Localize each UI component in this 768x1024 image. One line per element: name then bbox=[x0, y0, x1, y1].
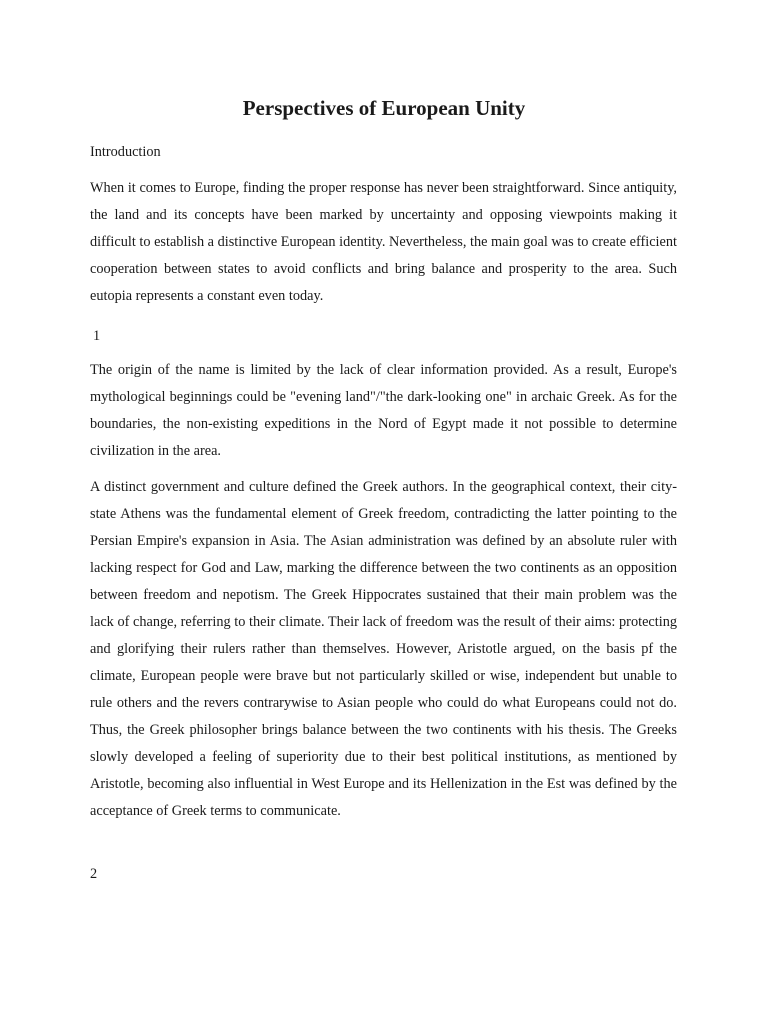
section-number-2: 2 bbox=[90, 866, 98, 882]
paragraph-name-origin: The origin of the name is limited by the lack of clear information provided. As a result, Europe's mythological beginnings could be "evening land"/"the dark-looking one" in archaic Greek. As for the boundaries, the non-existing expeditions in the Nord of Egypt made it not possible to determine civilization in the area. bbox=[90, 362, 677, 459]
paragraph-greek-authors: A distinct government and culture defined the Greek authors. In the geographical context, their city-state Athens was the fundamental element of Greek freedom, contradicting the latter pointing to the Persian Empire's expansion in Asia. The Asian administration was defined by an absolute ruler with lacking respect for God and Law, marking the difference between the two continents as an opposition between freedom and nepotism. The Greek Hippocrates sustained that their main problem was the lack of change, referring to their climate. Their lack of freedom was the result of their aims: protecting and glorifying their rulers rather than themselves. However, Aristotle argued, on the basis pf the climate, European people were brave but not particularly skilled or wise, independent but unable to rule others and the revers contrarywise to Asian people who could do what Europeans could not do. Thus, the Greek philosopher brings balance between the two continents with his thesis. The Greeks slowly developed a feeling of superiority due to their best political institutions, as mentioned by Aristotle, becoming also influential in West Europe and its Hellenization in the Est was defined by the acceptance of Greek terms to communicate. bbox=[90, 479, 677, 819]
document-title: Perspectives of European Unity bbox=[242, 96, 526, 120]
paragraph-intro: When it comes to Europe, finding the proper response has never been straightforward. Since antiquity, the land and its concepts have been marked by uncertainty and opposing viewpoints making it difficult to establish a distinctive European identity. Nevertheless, the main goal was to create efficient cooperation between states to avoid conflicts and bring balance and prosperity to the area. Such eutopia represents a constant even today. bbox=[90, 180, 677, 304]
section-heading-introduction: Introduction bbox=[90, 144, 161, 160]
section-number-1: 1 bbox=[93, 328, 101, 344]
